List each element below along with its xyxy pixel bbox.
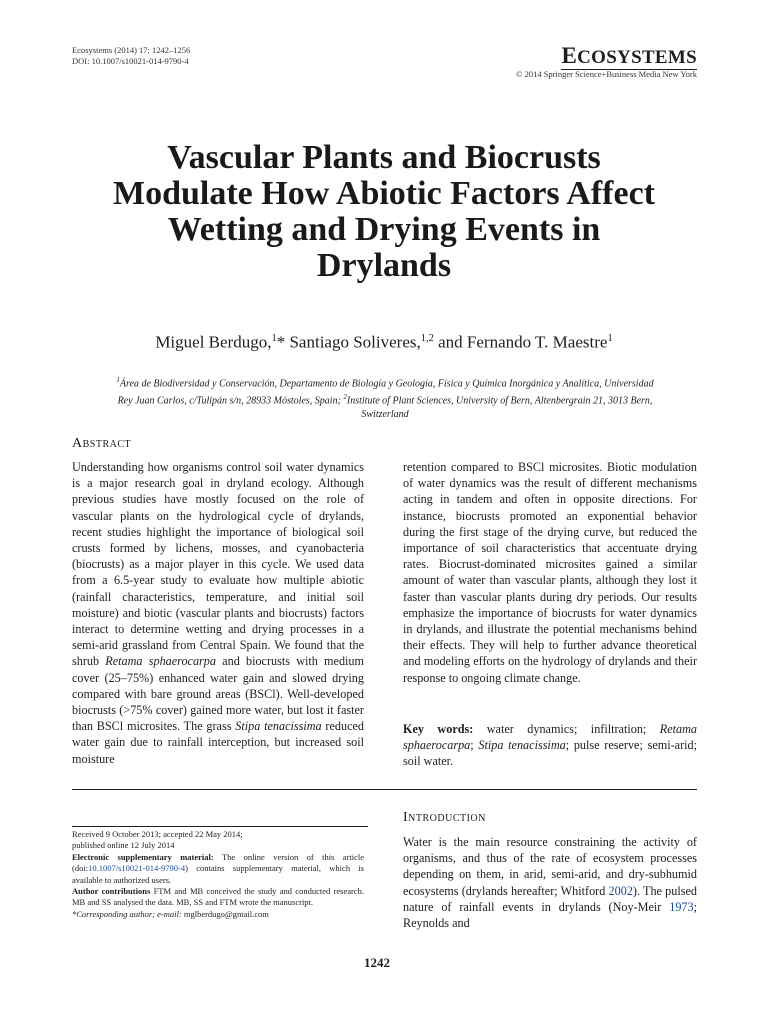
keyword-retama: Retama sphaerocarpa (403, 722, 697, 753)
intro-text-3: ; Reynolds and (403, 899, 697, 931)
corr-email: mglberdugo@gmail.com (181, 908, 269, 919)
copyright-text: © 2014 Springer Science+Business Media New York (516, 69, 697, 79)
article-title (40, 140, 728, 284)
intro-text-2: ). The pulsed nature of rainfall events in drylands (Noy-Meir (403, 883, 697, 914)
page-number: 1242 (364, 955, 390, 970)
affil-2-sup: 2 (343, 392, 347, 401)
corresponding-mark: * (276, 332, 286, 352)
author-2-affil: 1,2 (420, 333, 434, 344)
abstract-right-column (403, 459, 697, 686)
ref-link-1973[interactable]: 1973 (669, 899, 694, 914)
affiliation-line-2 (72, 391, 698, 408)
keywords-sep: ; (470, 738, 479, 753)
journal-logo (561, 43, 697, 70)
affiliation-line-3: Switzerland (361, 408, 409, 420)
esm-label: Electronic supplementary material: (72, 851, 214, 862)
ref-link-2002[interactable]: 2002 (608, 883, 633, 898)
keyword-stipa: Stipa tenacissima (478, 738, 566, 753)
journal-citation: Ecosystems (2014) 17: 1242–1256 (72, 45, 191, 55)
keywords-paragraph (403, 721, 697, 770)
keywords-text-1: water dynamics; infiltration; (473, 722, 660, 736)
doi-text: DOI: 10.1007/s10021-014-9790-4 (72, 56, 189, 66)
affiliation-line-1 (72, 374, 698, 391)
author-1-affil: 1 (271, 333, 277, 344)
affil-1-text: Área de Biodiversidad y Conservación, Departamento de Biología y Geología, Física y Química Inorgánica y Analítica, Universidad (119, 378, 654, 390)
author-2: Santiago Soliveres, (289, 332, 421, 352)
introduction-text (403, 834, 697, 931)
abstract-heading: Abstract (72, 436, 132, 451)
author-3-affil: 1 (607, 333, 613, 344)
abstract-text-1: Understanding how organisms control soil water dynamics is a major research goal in dryland ecology. Although previous studies have mostly focused on the role of vascular plants on the hydrological cycle of drylands, recent studies highlight the importance of biological soil crusts formed by lichens, mosses, and cyanobacteria (biocrusts) as a major player in this cycle. We used data from a 6.5-year study to evaluate how multiple abiotic (rainfall characteristics, temperature, and initial soil moisture) and biotic (vascular plants and biocrusts) factors interact to determine wetting and drying processes in a semi-arid grassland from Central Spain. We found that the shrub (72, 460, 364, 669)
corr-label: *Corresponding author; e-mail: (72, 908, 182, 919)
logo-initial: E (561, 43, 578, 68)
author-contributions (72, 886, 364, 909)
esm-text-2: ) contains supplementary material, which is available to authorized users. (72, 863, 364, 885)
section-divider (72, 789, 697, 790)
author-list (40, 327, 728, 355)
contrib-text: FTM and MB conceived the study and conducted research. MB and SS analysed the data. MB, SS and FTM wrote the manuscript. (72, 886, 364, 908)
introduction-heading: Introduction (403, 810, 486, 825)
affil-1-sup: 1 (116, 376, 120, 384)
esm-text-1: The online version of this article (doi: (72, 851, 364, 874)
keywords-label: Key words: (403, 722, 474, 736)
footnote-divider (72, 826, 368, 827)
logo-rest: COSYSTEMS (577, 47, 697, 68)
received-date: Received 9 October 2013; accepted 22 May 2014; (72, 829, 243, 839)
species-stipa: Stipa tenacissima (235, 719, 322, 734)
author-1: Miguel Berdugo, (155, 332, 272, 352)
keywords-text-2: ; pulse reserve; semi-arid; soil water. (403, 738, 697, 769)
affil-2-text: Institute of Plant Sciences, University of Bern, Altenbergrain 21, 3013 Bern, (346, 395, 653, 407)
intro-text-1: Water is the main resource constraining the activity of organisms, and thus of the rate of ecosystem processes depending on them, in arid, semi-arid, and dry-subhumid ecosystems (drylands hereafter; Whitford (403, 835, 697, 898)
contrib-label: Author contributions (72, 886, 151, 897)
abstract-text-2: and biocrusts with medium cover (25–75%) enhanced water gain and slowed drying compared with bare ground areas (BSCl). Well-developed biocrusts (>75% cover) gained more water, but lost it faster than BSCl microsites. The grass (72, 654, 365, 734)
esm-doi-link[interactable]: 10.1007/s10021-014-9790-4 (88, 863, 186, 874)
abstract-continuation: retention compared to BSCl microsites. Biotic modulation of water dynamics was the result of different mechanisms acting in tandem and often in opposite directions. For instance, biocrusts promoted an exponential behavior during the first stage of the drying curve, but reduced the importance of soil characteristics that accentuate drying rates. Biocrust-dominated microsites gained a similar amount of water than vascular plants, although they lost it faster than vascular plants during dry periods. Our results emphasize the importance of biocrusts for water dynamics in drylands, and illustrate the potential mechanisms behind their effects. They will help to further advance theoretical and modeling efforts on the hydrology of drylands and their response to ongoing climate change. (403, 460, 697, 685)
title-line-1: Vascular Plants and Biocrusts (167, 139, 601, 176)
esm-note (72, 852, 364, 886)
affil-1-text-cont: Rey Juan Carlos, c/Tulipán s/n, 28933 Móstoles, Spain; (117, 395, 344, 407)
species-retama: Retama sphaerocarpa (105, 654, 216, 669)
corresponding-author (72, 909, 364, 920)
introduction-paragraph (403, 834, 697, 931)
title-line-3: Wetting and Drying Events in (167, 211, 601, 248)
published-date: published online 12 July 2014 (72, 840, 175, 851)
title-line-2: Modulate How Abiotic Factors Affect (113, 175, 655, 212)
author-3: and Fernando T. Maestre (438, 332, 608, 352)
footnotes (72, 829, 364, 920)
keywords (403, 721, 697, 770)
affiliations (72, 374, 698, 421)
title-line-4: Drylands (316, 247, 452, 284)
abstract-left-column (72, 459, 364, 767)
abstract-text-3: reduced water gain due to rainfall interception, but increased soil moisture (72, 719, 364, 766)
abstract-paragraph (72, 459, 364, 767)
